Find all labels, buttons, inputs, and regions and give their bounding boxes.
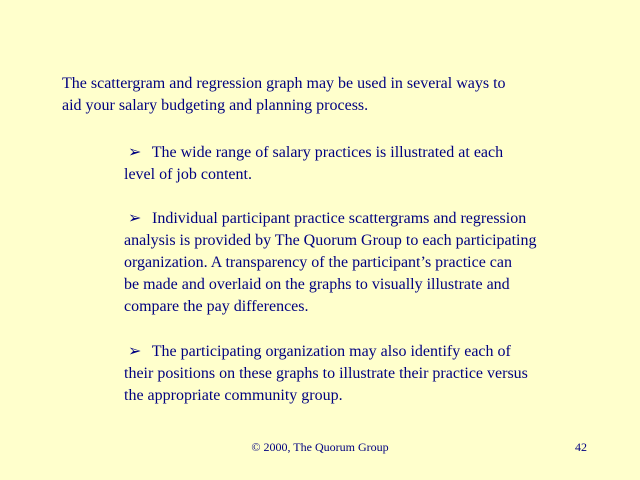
intro-paragraph bbox=[62, 73, 582, 117]
bullet-text: level of job content. bbox=[124, 166, 252, 183]
bullet-item bbox=[124, 341, 594, 407]
footer-copyright: © 2000, The Quorum Group bbox=[251, 440, 389, 454]
bullet-item bbox=[124, 208, 594, 318]
bullet-text: analysis is provided by The Quorum Group to each participating bbox=[124, 232, 537, 249]
arrow-bullet-icon: ➢ bbox=[128, 144, 142, 161]
bullet-text: their positions on these graphs to illustrate their practice versus bbox=[124, 365, 528, 382]
bullet-text: organization. A transparency of the participant’s practice can bbox=[124, 254, 512, 271]
bullet-text: the appropriate community group. bbox=[124, 387, 343, 404]
bullet-text: The participating organization may also identify each of bbox=[151, 343, 511, 360]
bullet-item bbox=[124, 142, 594, 186]
bullet-text: Individual participant practice scattergrams and regression bbox=[152, 210, 527, 227]
bullet-text: be made and overlaid on the graphs to visually illustrate and bbox=[124, 276, 510, 293]
arrow-bullet-icon: ➢ bbox=[128, 210, 142, 227]
page-number: 42 bbox=[575, 440, 587, 454]
arrow-bullet-icon: ➢ bbox=[128, 343, 142, 360]
intro-line: aid your salary budgeting and planning process. bbox=[62, 97, 369, 114]
bullet-text: compare the pay differences. bbox=[124, 298, 309, 315]
bullet-text: The wide range of salary practices is illustrated at each bbox=[151, 144, 504, 161]
intro-line: The scattergram and regression graph may be used in several ways to bbox=[62, 75, 506, 92]
